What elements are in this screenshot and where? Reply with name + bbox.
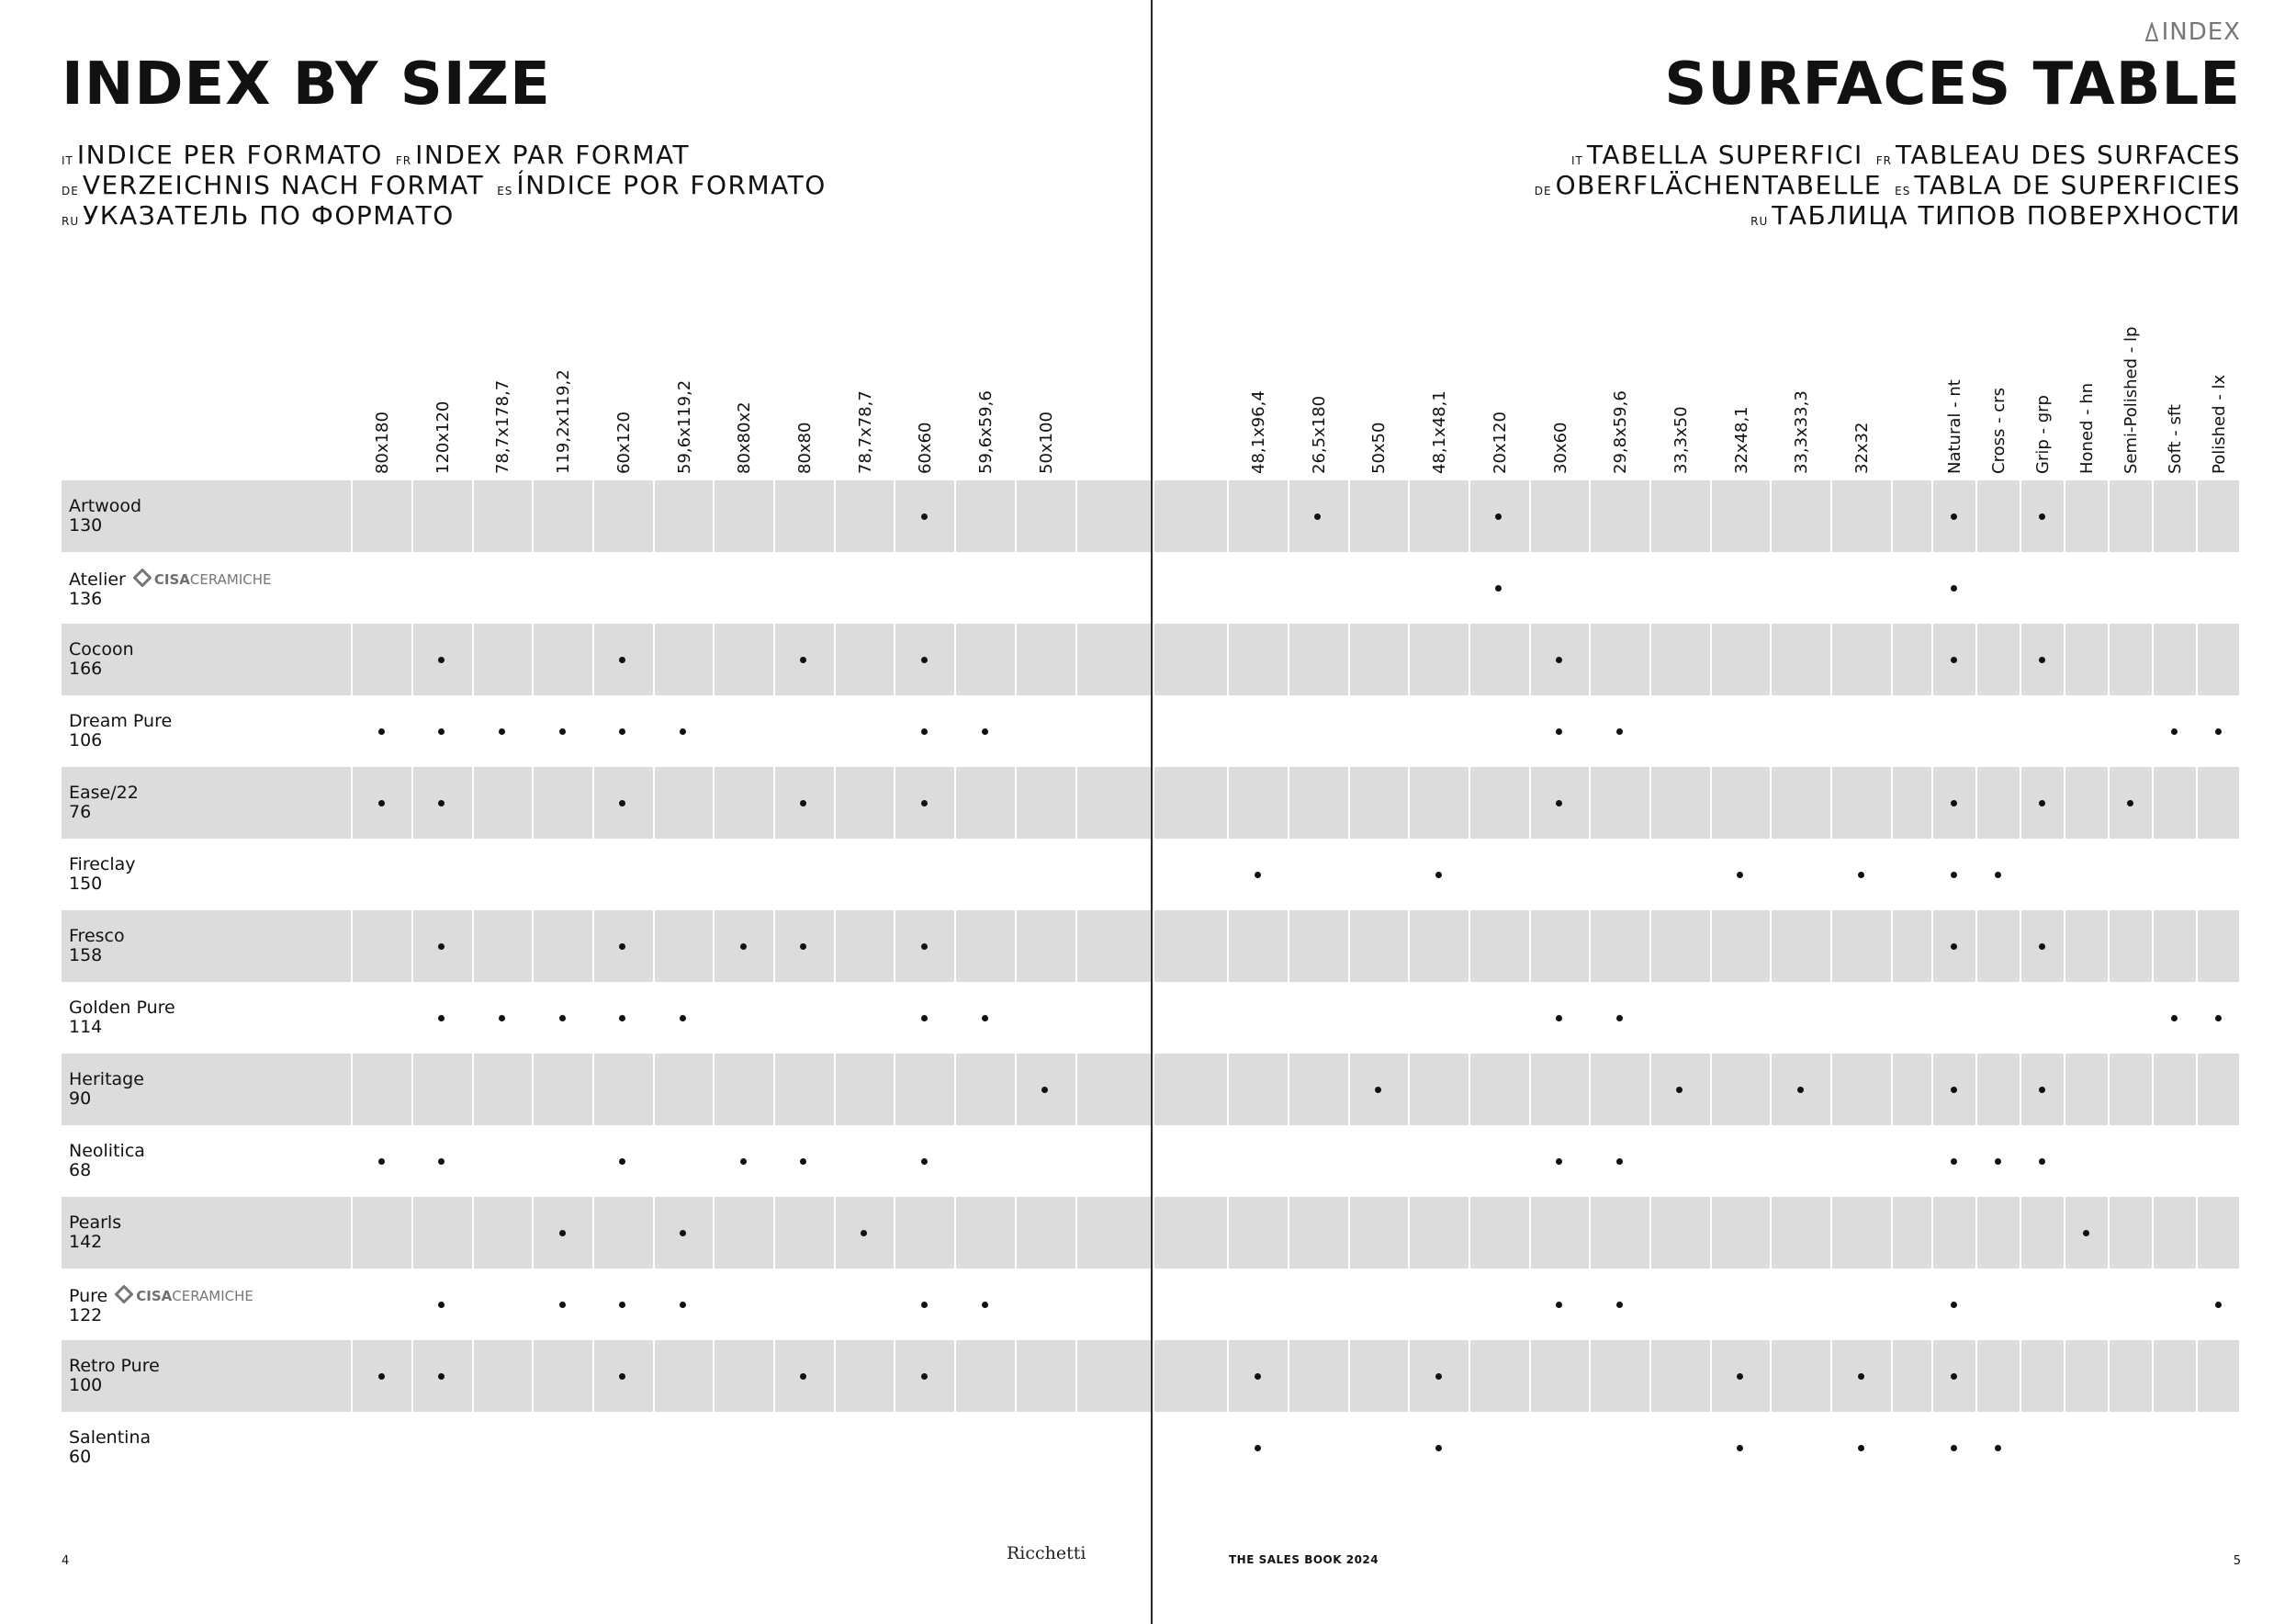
surface-available-dot <box>1951 513 1957 520</box>
grid-line <box>1227 480 1229 1483</box>
grid-line <box>411 480 413 1483</box>
surface-available-dot <box>1995 1445 2001 1451</box>
surface-available-dot <box>2039 513 2045 520</box>
left-page-title: INDEX BY SIZE <box>62 51 551 118</box>
size-available-dot <box>921 1158 928 1165</box>
table-row-shade <box>62 480 1151 552</box>
column-header-label: 60x60 <box>916 422 936 474</box>
grid-line <box>2064 480 2065 1483</box>
collection-label <box>69 1428 151 1467</box>
grid-line <box>2108 480 2110 1483</box>
size-available-dot <box>378 728 385 735</box>
subtitle-text: ТАБЛИЦА ТИПОВ ПОВЕРХНОСТИ <box>1772 200 2241 231</box>
grid-line <box>2020 480 2021 1483</box>
subtitle-text: УКАЗАТЕЛЬ ПО ФОРМАТО <box>83 200 455 231</box>
column-header-label: Natural - nt <box>1945 379 1964 474</box>
collection-name-text: Pure <box>69 1286 108 1306</box>
grid-line <box>592 480 594 1483</box>
column-header-label: 59,6x119,2 <box>674 379 694 474</box>
size-available-dot <box>982 1015 988 1021</box>
column-header-label: Polished - lx <box>2210 374 2229 474</box>
surface-available-dot <box>1951 943 1957 950</box>
collection-page-number: 158 <box>69 945 103 965</box>
size-available-dot <box>1435 1445 1442 1451</box>
column-header-label: 50x50 <box>1369 422 1390 474</box>
left-page-number: 4 <box>62 1554 70 1568</box>
table-row-shade <box>1154 1054 2239 1125</box>
collection-name-text: Fresco <box>69 926 125 946</box>
collection-page-number: 166 <box>69 659 103 679</box>
size-available-dot <box>619 943 625 950</box>
cisa-ceramiche-logo <box>133 569 272 590</box>
column-header-label: 29,8x59,6 <box>1611 390 1631 474</box>
column-header-label: 60x120 <box>613 412 634 474</box>
cisa-ceramiche-logo <box>115 1285 253 1306</box>
size-available-dot <box>499 1015 505 1021</box>
grid-line <box>1710 480 1712 1483</box>
collection-name <box>69 1213 121 1233</box>
size-available-dot <box>438 1302 445 1308</box>
column-header-label: 48,1x48,1 <box>1430 390 1450 474</box>
collection-page-number: 122 <box>69 1305 103 1325</box>
grid-line <box>1075 480 1077 1483</box>
collection-name-text: Fireclay <box>69 854 136 874</box>
subtitle-text: ÍNDICE POR FORMATO <box>516 170 827 200</box>
surface-available-dot <box>2171 1015 2178 1021</box>
table-row-shade <box>1154 767 2239 839</box>
left-subtitle-line <box>62 200 455 237</box>
column-header-label: 33,3x33,3 <box>1792 390 1812 474</box>
grid-line <box>1589 480 1591 1483</box>
grid-line <box>834 480 836 1483</box>
grid-line <box>1469 480 1470 1483</box>
size-available-dot <box>1556 728 1562 735</box>
surface-available-dot <box>2039 943 2045 950</box>
collection-name <box>69 640 134 660</box>
size-available-dot <box>982 1302 988 1308</box>
column-header-label: 120x120 <box>433 400 453 474</box>
collection-page-number: 100 <box>69 1375 103 1395</box>
collection-name-text: Retro Pure <box>69 1356 160 1376</box>
collection-label <box>69 640 134 679</box>
collection-name-text: Dream Pure <box>69 711 173 731</box>
language-code: RU <box>1750 215 1769 228</box>
column-header-label: 32x48,1 <box>1731 406 1751 474</box>
collection-label <box>69 497 141 536</box>
size-available-dot <box>1556 1158 1562 1165</box>
index-arrow-icon <box>2144 22 2160 42</box>
surface-available-dot <box>1995 872 2001 878</box>
table-row-shade <box>1154 910 2239 982</box>
collection-name <box>69 1070 144 1089</box>
size-available-dot <box>921 943 928 950</box>
collection-page-number: 130 <box>69 515 103 536</box>
table-row-shade <box>62 1054 1151 1125</box>
surface-available-dot <box>2039 1158 2045 1165</box>
subtitle-text: OBERFLÄCHENTABELLE <box>1555 170 1883 200</box>
size-available-dot <box>921 1015 928 1021</box>
grid-line <box>2196 480 2198 1483</box>
size-available-dot <box>1676 1087 1683 1093</box>
language-code: ES <box>1895 185 1911 197</box>
column-header-label: 78,7x78,7 <box>855 390 875 474</box>
collection-name-text: Golden Pure <box>69 998 175 1018</box>
size-available-dot <box>1556 1015 1562 1021</box>
column-header-label: Grip - grp <box>2033 395 2053 474</box>
table-row-shade <box>62 910 1151 982</box>
size-available-dot <box>1375 1087 1381 1093</box>
collection-label <box>69 1213 121 1252</box>
size-available-dot <box>921 1373 928 1380</box>
grid-line <box>954 480 956 1483</box>
table-row-shade <box>62 1340 1151 1412</box>
surface-available-dot <box>1951 1373 1957 1380</box>
collection-label <box>69 927 125 965</box>
size-available-dot <box>740 943 747 950</box>
grid-line <box>1015 480 1017 1483</box>
cisa-diamond-icon <box>115 1285 133 1303</box>
page-spine <box>1151 0 1153 1624</box>
surface-available-dot <box>2039 1087 2045 1093</box>
size-available-dot <box>1255 1445 1261 1451</box>
size-available-dot <box>559 1015 566 1021</box>
grid-line <box>2152 480 2154 1483</box>
collection-page-number: 106 <box>69 730 103 750</box>
right-page-title: SURFACES TABLE <box>1664 51 2241 118</box>
subtitle-text: INDICE PER FORMATO <box>76 140 383 170</box>
size-available-dot <box>921 728 928 735</box>
size-available-dot <box>1314 513 1321 520</box>
right-page-number: 5 <box>2233 1554 2241 1568</box>
collection-name <box>69 998 175 1018</box>
column-header-label: Honed - hn <box>2077 382 2097 474</box>
size-available-dot <box>499 728 505 735</box>
collection-label <box>69 1357 160 1395</box>
surface-available-dot <box>1951 1445 1957 1451</box>
size-available-dot <box>921 800 928 806</box>
surface-available-dot <box>1951 872 1957 878</box>
language-code: DE <box>62 185 79 197</box>
column-header-label: 80x80 <box>794 422 815 474</box>
language-code: IT <box>62 154 73 167</box>
grid-line <box>1408 480 1410 1483</box>
surface-available-dot <box>1951 1087 1957 1093</box>
collection-page-number: 76 <box>69 802 92 822</box>
collection-name-text: Neolitica <box>69 1141 145 1161</box>
language-code: DE <box>1534 185 1552 197</box>
collection-label <box>69 712 172 750</box>
size-available-dot <box>740 1158 747 1165</box>
size-available-dot <box>1858 1445 1864 1451</box>
size-available-dot <box>559 728 566 735</box>
collection-label <box>69 1285 253 1325</box>
grid-line <box>1975 480 1977 1483</box>
subtitle-text: INDEX PAR FORMAT <box>415 140 691 170</box>
collection-name <box>69 784 139 803</box>
collection-name <box>69 569 272 590</box>
table-row-shade <box>1154 1340 2239 1412</box>
size-available-dot <box>1435 872 1442 878</box>
table-row-shade <box>62 624 1151 695</box>
surface-available-dot <box>2083 1230 2089 1236</box>
surface-available-dot <box>1951 1158 1957 1165</box>
grid-line <box>1348 480 1350 1483</box>
size-available-dot <box>861 1230 867 1236</box>
column-header-label: 78,7x178,7 <box>493 379 513 474</box>
language-code: FR <box>1875 154 1892 167</box>
language-code: ES <box>497 185 513 197</box>
surface-available-dot <box>2039 800 2045 806</box>
size-available-dot <box>438 728 445 735</box>
column-header-label: Semi-Polished - lp <box>2122 326 2141 474</box>
collection-name <box>69 855 136 874</box>
size-available-dot <box>438 1015 445 1021</box>
size-available-dot <box>800 1158 806 1165</box>
column-header-label: 30x60 <box>1550 422 1570 474</box>
collection-name <box>69 1357 160 1376</box>
size-available-dot <box>680 1302 686 1308</box>
collection-name-text: Cocoon <box>69 639 134 660</box>
size-available-dot <box>438 800 445 806</box>
size-available-dot <box>921 657 928 663</box>
grid-line <box>713 480 715 1483</box>
size-available-dot <box>619 800 625 806</box>
brand-logo: Ricchetti <box>1007 1543 1086 1563</box>
size-available-dot <box>1495 585 1502 592</box>
table-row-shade <box>1154 1197 2239 1269</box>
column-header-label: 50x100 <box>1036 412 1056 474</box>
surface-available-dot <box>2215 1302 2222 1308</box>
size-available-dot <box>982 728 988 735</box>
size-available-dot <box>619 1302 625 1308</box>
table-row-shade <box>62 767 1151 839</box>
size-available-dot <box>1616 728 1623 735</box>
size-available-dot <box>1737 872 1743 878</box>
size-available-dot <box>1858 1373 1864 1380</box>
collection-label <box>69 855 136 894</box>
column-header-label: 32x32 <box>1852 422 1872 474</box>
grid-line <box>1649 480 1651 1483</box>
size-available-dot <box>1255 872 1261 878</box>
grid-line <box>2240 480 2242 1483</box>
cisa-logo-bold: CISA <box>136 1288 173 1304</box>
collection-name-text: Ease/22 <box>69 783 139 803</box>
collection-page-number: 60 <box>69 1447 92 1467</box>
size-available-dot <box>619 1158 625 1165</box>
grid-line <box>532 480 534 1483</box>
language-code: IT <box>1571 154 1583 167</box>
size-available-dot <box>1616 1015 1623 1021</box>
surface-available-dot <box>1951 1302 1957 1308</box>
size-available-dot <box>1495 513 1502 520</box>
index-tag-label: INDEX <box>2161 18 2241 46</box>
column-header-label: 119,2x119,2 <box>554 369 574 474</box>
size-available-dot <box>619 657 625 663</box>
column-header-label: 80x180 <box>373 412 392 474</box>
size-available-dot <box>1041 1087 1048 1093</box>
subtitle-text: VERZEICHNIS NACH FORMAT <box>82 170 485 200</box>
collection-label <box>69 569 272 609</box>
cisa-logo-rest: CERAMICHE <box>172 1288 253 1304</box>
size-available-dot <box>1556 657 1562 663</box>
collection-name <box>69 497 141 516</box>
size-available-dot <box>800 657 806 663</box>
collection-name-text: Heritage <box>69 1069 144 1089</box>
size-available-dot <box>1616 1302 1623 1308</box>
column-header-label: 80x80x2 <box>735 401 755 474</box>
size-available-dot <box>680 728 686 735</box>
size-available-dot <box>619 728 625 735</box>
size-available-dot <box>559 1230 566 1236</box>
grid-line <box>351 480 353 1483</box>
language-code: RU <box>62 215 80 228</box>
size-available-dot <box>800 943 806 950</box>
size-available-dot <box>1737 1373 1743 1380</box>
right-subtitle-line <box>1750 200 2241 237</box>
column-header-label: 26,5x180 <box>1309 395 1329 474</box>
collection-page-number: 142 <box>69 1232 103 1252</box>
size-available-dot <box>800 1373 806 1380</box>
grid-line <box>1891 480 1893 1483</box>
grid-line <box>1288 480 1289 1483</box>
grid-line <box>1529 480 1531 1483</box>
grid-line <box>1931 480 1933 1483</box>
size-available-dot <box>619 1373 625 1380</box>
collection-name <box>69 1428 151 1448</box>
collection-label <box>69 998 175 1037</box>
collection-name-text: Artwood <box>69 496 142 516</box>
size-available-dot <box>438 943 445 950</box>
size-available-dot <box>559 1302 566 1308</box>
collection-label <box>69 1070 144 1109</box>
surface-available-dot <box>1951 800 1957 806</box>
column-header-label: Cross - crs <box>1989 388 2009 474</box>
size-available-dot <box>921 1302 928 1308</box>
size-available-dot <box>1556 1302 1562 1308</box>
size-available-dot <box>1435 1373 1442 1380</box>
subtitle-text: TABELLA SUPERFICI <box>1586 140 1863 170</box>
size-available-dot <box>1616 1158 1623 1165</box>
size-available-dot <box>1255 1373 1261 1380</box>
grid-line <box>1770 480 1772 1483</box>
surface-available-dot <box>2215 1015 2222 1021</box>
surface-available-dot <box>2039 657 2045 663</box>
subtitle-text: TABLEAU DES SURFACES <box>1896 140 2241 170</box>
collection-name-text: Salentina <box>69 1427 152 1448</box>
grid-line <box>653 480 655 1483</box>
size-available-dot <box>438 1158 445 1165</box>
collection-page-number: 90 <box>69 1088 92 1109</box>
size-available-dot <box>1556 800 1562 806</box>
surface-available-dot <box>2171 728 2178 735</box>
collection-name-text: Atelier <box>69 570 126 590</box>
size-available-dot <box>438 1373 445 1380</box>
size-available-dot <box>438 657 445 663</box>
grid-line <box>472 480 474 1483</box>
index-tag[interactable] <box>2144 18 2241 46</box>
grid-line <box>773 480 775 1483</box>
surface-available-dot <box>1995 1158 2001 1165</box>
size-available-dot <box>378 1373 385 1380</box>
column-header-label: Soft - sft <box>2166 404 2185 474</box>
size-available-dot <box>1858 872 1864 878</box>
collection-name-text: Pearls <box>69 1212 122 1233</box>
collection-page-number: 68 <box>69 1160 92 1180</box>
cisa-logo-bold: CISA <box>153 571 190 588</box>
size-available-dot <box>1737 1445 1743 1451</box>
column-header-label: 48,1x96,4 <box>1249 390 1268 474</box>
column-header-label: 20x120 <box>1490 412 1510 474</box>
column-header-label: 59,6x59,6 <box>976 390 996 474</box>
collection-page-number: 114 <box>69 1017 103 1037</box>
size-available-dot <box>1797 1087 1804 1093</box>
cisa-diamond-icon <box>133 569 152 587</box>
surface-available-dot <box>1951 585 1957 592</box>
collection-name <box>69 712 172 731</box>
table-row-shade <box>1154 624 2239 695</box>
collection-label <box>69 1142 145 1180</box>
grid-line <box>894 480 895 1483</box>
surface-available-dot <box>1951 657 1957 663</box>
collection-label <box>69 784 139 822</box>
size-available-dot <box>680 1015 686 1021</box>
cisa-logo-rest: CERAMICHE <box>189 571 272 588</box>
table-row-shade <box>62 1197 1151 1269</box>
size-available-dot <box>680 1230 686 1236</box>
collection-name <box>69 927 125 946</box>
sales-book-label: THE SALES BOOK 2024 <box>1229 1553 1379 1566</box>
size-available-dot <box>619 1015 625 1021</box>
grid-line <box>1830 480 1832 1483</box>
collection-page-number: 150 <box>69 874 103 894</box>
column-header-label: 33,3x50 <box>1671 406 1691 474</box>
collection-name <box>69 1142 145 1161</box>
language-code: FR <box>395 154 412 167</box>
size-available-dot <box>378 1158 385 1165</box>
size-available-dot <box>378 800 385 806</box>
subtitle-text: TABLA DE SUPERFICIES <box>1914 170 2241 200</box>
surface-available-dot <box>2215 728 2222 735</box>
collection-name <box>69 1285 253 1306</box>
size-available-dot <box>921 513 928 520</box>
collection-page-number: 136 <box>69 589 103 609</box>
size-available-dot <box>800 800 806 806</box>
surface-available-dot <box>2127 800 2133 806</box>
